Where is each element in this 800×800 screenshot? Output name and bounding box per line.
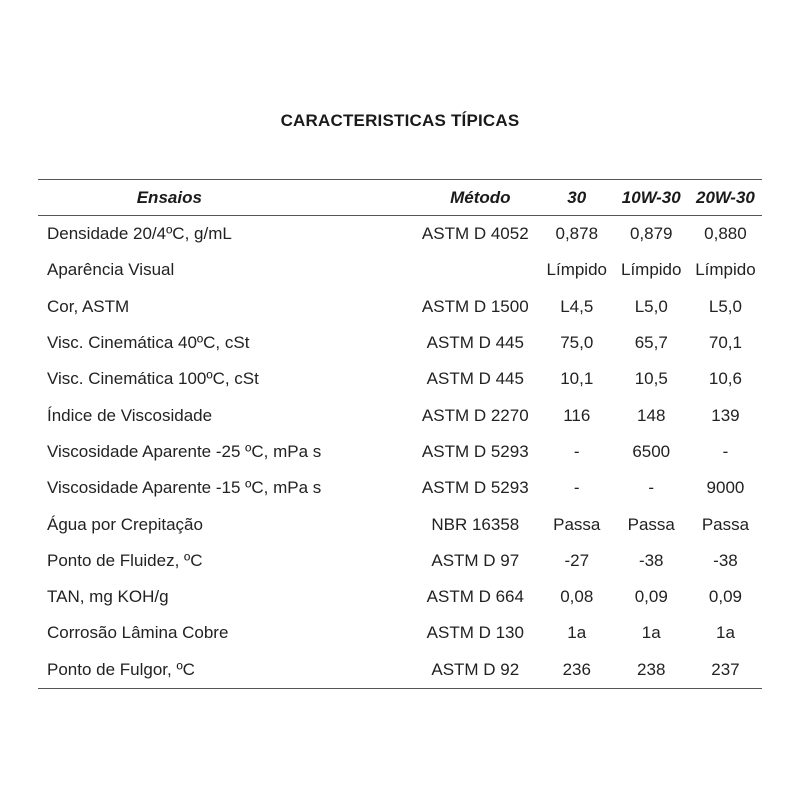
cell-method: NBR 16358 <box>431 514 520 534</box>
cell-method: ASTM D 445 <box>426 369 524 389</box>
cell-grade-20w30: 9000 <box>706 478 745 498</box>
cell-grade-10w30: 0,879 <box>629 224 673 244</box>
table-row <box>38 470 762 506</box>
cell-grade-20w30: 1a <box>715 623 735 643</box>
table-body <box>38 216 762 689</box>
cell-method: ASTM D 1500 <box>421 296 529 316</box>
cell-grade-10w30: 65,7 <box>634 333 668 353</box>
cell-grade-20w30: Límpido <box>695 260 756 280</box>
cell-grade-30: 75,0 <box>560 333 594 353</box>
cell-test: TAN, mg KOH/g <box>47 587 169 607</box>
table-header-row <box>38 180 762 216</box>
cell-grade-10w30: - <box>648 478 655 498</box>
cell-grade-10w30: 10,5 <box>634 369 668 389</box>
cell-grade-20w30: Passa <box>701 514 750 534</box>
cell-method: ASTM D 445 <box>426 333 524 353</box>
cell-grade-10w30: 238 <box>637 659 666 679</box>
cell-method: ASTM D 130 <box>426 623 524 643</box>
typical-characteristics-table <box>38 179 762 689</box>
cell-test: Corrosão Lâmina Cobre <box>47 623 229 643</box>
header-grade-20w30: 20W-30 <box>695 187 755 207</box>
cell-test: Viscosidade Aparente -15 ºC, mPa s <box>47 478 322 498</box>
cell-grade-10w30: 1a <box>641 623 661 643</box>
cell-test: Densidade 20/4ºC, g/mL <box>47 224 232 244</box>
table-row <box>38 289 762 325</box>
cell-test: Cor, ASTM <box>47 296 130 316</box>
cell-grade-30: Límpido <box>546 260 607 280</box>
cell-grade-30: 10,1 <box>560 369 594 389</box>
cell-test: Aparência Visual <box>47 260 175 280</box>
table-row <box>38 579 762 615</box>
cell-test: Ponto de Fulgor, ºC <box>47 659 195 679</box>
table-row <box>38 506 762 542</box>
cell-method: ASTM D 5293 <box>421 478 529 498</box>
cell-test: Visc. Cinemática 40ºC, cSt <box>47 333 250 353</box>
cell-grade-20w30: 0,880 <box>704 224 747 244</box>
cell-method: ASTM D 664 <box>426 587 524 607</box>
header-tests: Ensaios <box>136 187 202 207</box>
header-method: Método <box>450 187 511 207</box>
cell-method: ASTM D 2270 <box>421 405 529 425</box>
cell-method: ASTM D 97 <box>431 550 520 570</box>
cell-method: ASTM D 92 <box>431 659 520 679</box>
cell-grade-10w30: Límpido <box>620 260 682 280</box>
cell-test: Índice de Viscosidade <box>47 405 213 425</box>
cell-test: Água por Crepitação <box>47 514 203 534</box>
cell-grade-20w30: 139 <box>711 405 740 425</box>
table-row <box>38 543 762 579</box>
cell-grade-20w30: 237 <box>711 659 740 679</box>
cell-grade-30: Passa <box>553 514 601 534</box>
cell-grade-20w30: L5,0 <box>708 296 742 316</box>
cell-test: Viscosidade Aparente -25 ºC, mPa s <box>47 441 322 461</box>
cell-grade-30: -27 <box>564 550 590 570</box>
cell-method: ASTM D 5293 <box>421 441 529 461</box>
cell-grade-30: - <box>573 478 580 498</box>
cell-grade-30: - <box>573 441 580 461</box>
cell-test: Ponto de Fluidez, ºC <box>47 550 203 570</box>
cell-grade-20w30: - <box>722 441 729 461</box>
cell-grade-20w30: 10,6 <box>708 369 742 389</box>
cell-grade-20w30: 0,09 <box>708 587 742 607</box>
document-title: CARACTERISTICAS TÍPICAS <box>280 111 520 130</box>
table-row <box>38 434 762 470</box>
cell-test: Visc. Cinemática 100ºC, cSt <box>47 369 259 389</box>
table-row <box>38 252 762 288</box>
cell-grade-10w30: Passa <box>627 514 675 534</box>
cell-grade-30: 0,878 <box>555 224 599 244</box>
table-row <box>38 361 762 397</box>
cell-grade-30: L4,5 <box>560 296 594 316</box>
cell-method: ASTM D 4052 <box>421 224 529 244</box>
cell-grade-10w30: 0,09 <box>634 587 668 607</box>
header-grade-10w30: 10W-30 <box>621 187 681 207</box>
table-header <box>38 180 762 216</box>
cell-grade-10w30: L5,0 <box>634 296 668 316</box>
cell-grade-10w30: 6500 <box>632 441 671 461</box>
header-grade-30: 30 <box>567 187 587 207</box>
cell-grade-10w30: -38 <box>638 550 664 570</box>
cell-grade-10w30: 148 <box>637 405 666 425</box>
table-row <box>38 652 762 689</box>
cell-grade-20w30: 70,1 <box>708 333 742 353</box>
table-row <box>38 397 762 433</box>
table-row <box>38 615 762 651</box>
cell-method <box>411 252 540 288</box>
cell-grade-20w30: -38 <box>713 550 738 570</box>
cell-grade-30: 116 <box>563 405 591 425</box>
table-row <box>38 216 762 253</box>
cell-grade-30: 236 <box>562 659 591 679</box>
cell-grade-30: 1a <box>567 623 587 643</box>
table-row <box>38 325 762 361</box>
cell-grade-30: 0,08 <box>560 587 594 607</box>
